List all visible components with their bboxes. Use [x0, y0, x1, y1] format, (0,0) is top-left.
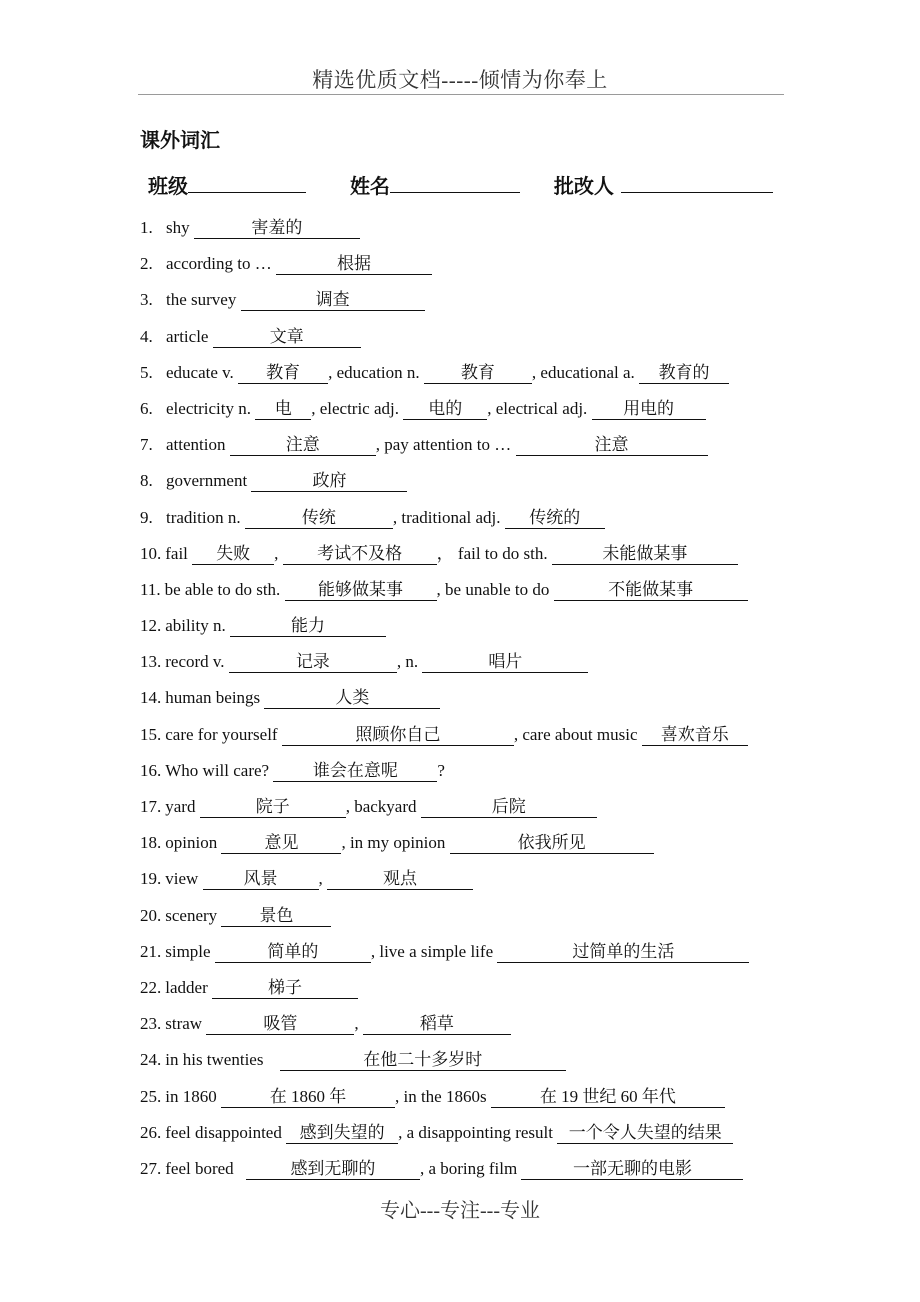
item-term: , a boring film [419, 1158, 518, 1178]
item-term: record v. [165, 652, 225, 672]
class-label: 班级 [148, 174, 188, 198]
answer-blank[interactable]: 注意 [230, 435, 376, 456]
item-term: fail [165, 543, 188, 563]
answer-blank[interactable]: 根据 [276, 254, 432, 275]
page-footer: 专心---专注---专业 [380, 1200, 540, 1222]
answer-blank[interactable]: 照顾你自己 [282, 725, 514, 746]
answer-blank[interactable]: 教育的 [639, 363, 729, 384]
item-number: 27. [140, 1158, 162, 1178]
answer-blank[interactable]: 院子 [200, 797, 346, 818]
answer-blank[interactable]: 政府 [251, 471, 407, 492]
item-term: the survey [166, 290, 237, 310]
item-term: yard [165, 797, 196, 816]
item-number: 8. [140, 471, 153, 491]
list-item [140, 463, 785, 499]
item-term: , educational a. [531, 362, 635, 382]
item-term: , be unable to do [436, 579, 550, 599]
answer-blank[interactable]: 谁会在意呢 [273, 761, 437, 782]
item-number: 3. [140, 290, 153, 310]
answer-blank[interactable]: 注意 [516, 435, 708, 456]
item-number: 24. [140, 1050, 162, 1070]
item-term: Who will care? [165, 760, 270, 780]
list-item [140, 934, 785, 970]
grader-label: 批改人 [553, 174, 614, 198]
item-term: educate v. [166, 362, 234, 382]
item-number: 15. [140, 724, 162, 744]
item-number: 13. [140, 652, 162, 672]
answer-blank[interactable]: 景色 [221, 906, 331, 927]
header-divider [138, 94, 784, 95]
list-item [140, 536, 785, 572]
item-number: 18. [140, 833, 162, 853]
answer-blank[interactable]: 失败 [192, 544, 274, 565]
item-number: 20. [140, 905, 162, 925]
answer-blank[interactable]: 能力 [230, 616, 386, 637]
section-title: 课外词汇 [140, 128, 220, 152]
list-item [140, 391, 785, 427]
list-item [140, 644, 785, 680]
item-number: 16. [140, 760, 162, 780]
answer-blank[interactable]: 喜欢音乐 [642, 725, 748, 746]
item-term: , backyard [345, 797, 417, 816]
answer-blank[interactable]: 感到失望的 [286, 1123, 398, 1144]
list-item [140, 355, 785, 391]
list-item [140, 1079, 785, 1115]
answer-blank[interactable]: 不能做某事 [554, 580, 748, 601]
list-item [140, 282, 785, 318]
answer-blank[interactable]: 感到无聊的 [246, 1159, 420, 1180]
item-term: , in the 1860s [394, 1086, 487, 1106]
answer-blank[interactable]: 电 [255, 399, 311, 420]
list-item [140, 898, 785, 934]
name-label: 姓名 [349, 174, 390, 198]
item-number: 1. [140, 218, 153, 237]
answer-blank[interactable]: 吸管 [206, 1014, 354, 1035]
list-item [140, 717, 785, 753]
answer-blank[interactable]: 唱片 [422, 652, 588, 673]
answer-blank[interactable]: 在 19 世纪 60 年代 [491, 1087, 725, 1108]
item-term: , traditional adj. [392, 507, 501, 527]
item-number: 22. [140, 977, 162, 997]
item-number: 9. [140, 507, 153, 527]
item-term: feel disappointed [165, 1122, 282, 1142]
item-number: 25. [140, 1086, 162, 1106]
item-number: 19. [140, 869, 162, 889]
item-term: attention [166, 435, 226, 455]
answer-blank[interactable]: 害羞的 [194, 218, 360, 239]
item-term: , live a simple life [370, 941, 494, 961]
item-term: , [274, 543, 279, 563]
item-number: 21. [140, 941, 162, 961]
item-term: article [166, 326, 209, 346]
item-term: in 1860 [165, 1086, 217, 1106]
item-term: ability n. [165, 616, 226, 636]
item-term: in his twenties [165, 1050, 264, 1070]
answer-blank[interactable]: 一部无聊的电影 [521, 1159, 743, 1180]
answer-blank[interactable]: 教育 [424, 363, 532, 384]
item-term: be able to do sth. [164, 579, 281, 599]
item-number: 7. [140, 435, 153, 455]
answer-blank[interactable]: 文章 [213, 327, 361, 348]
list-item [140, 500, 785, 536]
item-term: ， fail to do sth. [436, 543, 548, 563]
answer-blank[interactable]: 过简单的生活 [497, 942, 749, 963]
answer-blank[interactable]: 风景 [203, 869, 319, 890]
item-term: government [166, 471, 248, 491]
page-header: 精选优质文档-----倾情为你奉上 [312, 68, 608, 92]
item-term: scenery [165, 905, 218, 925]
answer-blank[interactable]: 电的 [403, 399, 487, 420]
item-term: tradition n. [166, 507, 241, 527]
answer-blank[interactable]: 一个令人失望的结果 [557, 1123, 733, 1144]
list-item [140, 970, 785, 1006]
item-term: , a disappointing result [398, 1122, 553, 1142]
student-info-row [148, 170, 773, 199]
item-number: 4. [140, 326, 153, 346]
list-item [140, 572, 785, 608]
item-term: simple [165, 941, 211, 961]
answer-blank[interactable]: 后院 [421, 797, 597, 818]
list-item [140, 825, 785, 861]
answer-blank[interactable]: 在 1860 年 [221, 1087, 395, 1108]
list-item [140, 1042, 785, 1078]
answer-blank[interactable]: 能够做某事 [285, 580, 437, 601]
answer-blank[interactable]: 传统的 [505, 508, 605, 529]
class-blank[interactable] [188, 172, 306, 193]
answer-blank[interactable]: 考试不及格 [283, 544, 437, 565]
item-term: care for yourself [165, 724, 278, 744]
item-term: straw [165, 1014, 203, 1034]
list-item [140, 861, 785, 897]
item-term: , education n. [328, 362, 420, 382]
item-term: , [354, 1014, 359, 1034]
item-number: 11. [140, 579, 161, 599]
item-number: 5. [140, 362, 153, 382]
list-item [140, 427, 785, 463]
list-item [140, 753, 785, 789]
answer-blank[interactable]: 未能做某事 [552, 544, 738, 565]
item-term: ladder [165, 977, 208, 997]
answer-blank[interactable]: 依我所见 [450, 833, 654, 854]
item-term: , pay attention to … [375, 435, 512, 455]
item-number: 6. [140, 398, 153, 418]
item-term: , electric adj. [311, 398, 399, 418]
item-term: view [165, 869, 199, 889]
item-term: opinion [165, 833, 218, 853]
list-item [140, 319, 785, 355]
answer-blank[interactable]: 简单的 [215, 942, 371, 963]
item-term: , care about music [513, 724, 638, 744]
item-term: human beings [165, 688, 261, 708]
item-number: 14. [140, 688, 162, 708]
answer-blank[interactable]: 人类 [264, 688, 440, 709]
item-term: , n. [396, 652, 419, 672]
list-item [140, 1151, 785, 1187]
answer-blank[interactable]: 意见 [221, 833, 341, 854]
item-term: ? [437, 760, 445, 780]
list-item [140, 789, 785, 825]
item-number: 12. [140, 616, 162, 636]
answer-blank[interactable]: 观点 [327, 869, 473, 890]
item-number: 17. [140, 797, 162, 816]
list-item [140, 1115, 785, 1151]
answer-blank[interactable]: 调查 [241, 290, 425, 311]
name-blank[interactable] [390, 172, 520, 193]
answer-blank[interactable]: 传统 [245, 508, 393, 529]
list-item [140, 680, 785, 716]
list-item [140, 246, 785, 282]
item-number: 2. [140, 254, 153, 274]
item-term: according to … [166, 254, 272, 274]
item-term: shy [166, 218, 190, 237]
item-number: 26. [140, 1122, 162, 1142]
answer-blank[interactable]: 教育 [238, 363, 328, 384]
list-item [140, 608, 785, 644]
list-item [140, 1006, 785, 1042]
answer-blank[interactable]: 用电的 [592, 399, 706, 420]
answer-blank[interactable]: 稻草 [363, 1014, 511, 1035]
item-number: 10. [140, 543, 162, 563]
item-term: , electrical adj. [487, 398, 588, 418]
item-term: feel bored [165, 1158, 234, 1178]
answer-blank[interactable]: 在他二十多岁时 [280, 1050, 566, 1071]
item-term: electricity n. [166, 398, 251, 418]
vocabulary-list [140, 210, 785, 1187]
item-term: , in my opinion [341, 833, 446, 853]
list-item [140, 210, 785, 246]
item-number: 23. [140, 1014, 162, 1034]
grader-blank[interactable] [621, 172, 773, 193]
answer-blank[interactable]: 梯子 [212, 978, 358, 999]
answer-blank[interactable]: 记录 [229, 652, 397, 673]
item-term: , [318, 869, 323, 889]
